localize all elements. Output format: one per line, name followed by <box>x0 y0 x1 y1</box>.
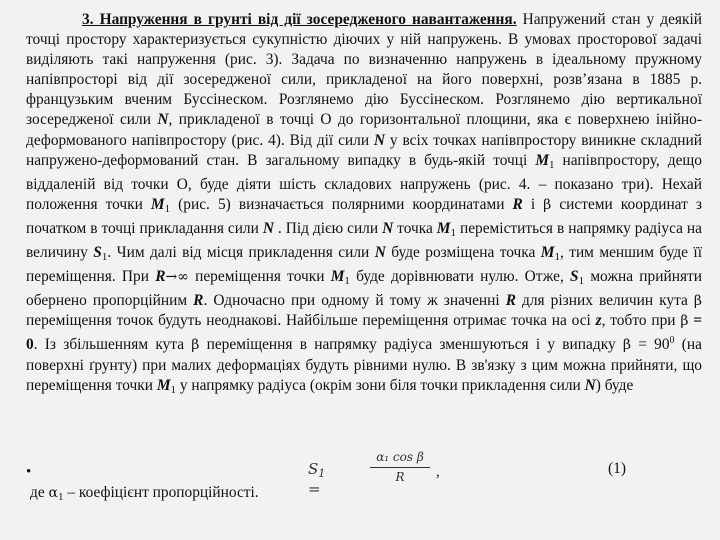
text-run: у всіх точках напівпростору виникне складний напружено-деформований стан. В загальному випадку в будь-якій точці <box>26 131 702 169</box>
subscript: 1 <box>578 275 585 288</box>
text-run: . Одночасно при одному й тому ж значенні <box>203 292 506 310</box>
formula-lhs-symbol: S <box>308 460 319 478</box>
text-run: , тобто при <box>601 312 681 330</box>
text-run: , прикладеної в точці О до горизонтальної площини, яка є поверхнею інійно-деформованого напівпростору (рис. 4). Від дії сили <box>26 111 702 149</box>
symbol-beta: β <box>191 337 200 354</box>
symbol-N: N <box>382 219 394 237</box>
symbol-R: R <box>505 292 516 310</box>
symbol-R: R <box>512 195 523 213</box>
text-run: можна прийняти обернено пропорційним <box>26 268 702 310</box>
value-zero: = 0 <box>26 312 702 354</box>
text-run: для різних величин кута <box>515 292 694 310</box>
arrow-infinity: →∞ <box>165 269 189 286</box>
text-run: переміщення точок будуть неоднакові. Найбільше переміщення отримає точка на осі <box>26 312 596 330</box>
text-run: системи координат з початком в точці прикладання сили <box>26 195 702 237</box>
symbol-R: R <box>193 292 204 310</box>
text-run: (на поверхні ґрунту) при малих деформаціях будуть рівними нулю. В зв'язку з цим можна прийняти, що переміщення точки <box>26 336 702 394</box>
symbol-N: N <box>373 131 386 149</box>
subscript: 1 <box>344 275 350 288</box>
symbol-M: M <box>330 268 345 286</box>
symbol-S: S <box>93 244 102 262</box>
text-run: . Під дією сили <box>273 219 383 237</box>
subscript: 1 <box>57 491 64 503</box>
text-run: точка <box>393 219 437 237</box>
symbol-beta: β <box>543 196 552 213</box>
symbol-z: z <box>595 312 602 330</box>
formula-denominator: R <box>395 470 405 484</box>
symbol-alpha: α <box>48 485 58 501</box>
formula-lhs-subscript: 1 <box>318 467 326 480</box>
symbol-M: M <box>436 219 451 237</box>
symbol-R: R <box>155 268 166 286</box>
subscript: 1 <box>549 158 555 171</box>
symbol-N: N <box>262 219 274 237</box>
subscript: 1 <box>164 202 171 215</box>
bullet-icon: • <box>26 464 32 480</box>
text-run: у напрямку радіуса (окрім зони біля точки прикладення сили <box>176 376 585 394</box>
text-run: і <box>522 195 544 213</box>
text-run: буде дорівнювати нулю. Отже, <box>349 268 571 286</box>
subscript: 1 <box>450 226 456 239</box>
subscript: 1 <box>554 251 560 264</box>
symbol-N: N <box>374 244 386 262</box>
symbol-M: M <box>150 195 165 213</box>
value-ninety: = 90 <box>630 336 670 354</box>
fraction-bar <box>370 467 430 468</box>
section-heading: 3. Напруження в грунті від дії зосередженого навантаження. <box>82 11 517 28</box>
symbol-beta: β <box>622 337 631 354</box>
symbol-M: M <box>156 376 171 394</box>
formula-equals: = <box>308 480 321 498</box>
equation-number: (1) <box>608 460 626 477</box>
symbol-M: M <box>535 151 549 169</box>
text-run: напівпростору, дещо віддаленій від точки О, буде діяти шість складових напружень (рис. 4. – показано три). Нехай положення точки <box>26 151 702 213</box>
text-run: Напружений стан у деякій точці простору характеризується сукупністю діючих у ній напружень. В умовах просторової задачі виділяють такі напруження (рис. 3). Задача по визначенню напружень в ідеальному пружному напівпросторі від дії зосередженої сили, прикладеної на його поверхні, розв’язана в 1885 р. французьким вченим Буссінеском. Розглянемо дію Буссінеском. Розглянемо дію вертикальної зосередженої сили <box>26 11 702 129</box>
text-run: переміститься в напрямку радіуса на величину <box>26 219 702 262</box>
coefficient-note <box>30 484 259 503</box>
text-run: . Із збільшенням кута <box>33 336 192 354</box>
symbol-M: M <box>540 244 555 262</box>
symbol-beta: β <box>680 313 689 330</box>
text-run: буде розміщена точка <box>385 244 541 262</box>
text-run: . Чим далі від місця прикладення сили <box>107 244 375 262</box>
body-paragraph <box>26 10 702 400</box>
text-run: (рис. 5) визначається полярними координатами <box>170 195 513 213</box>
superscript-degree: 0 <box>669 335 675 347</box>
formula-lhs <box>308 460 325 498</box>
text-run: ) буде <box>595 376 634 394</box>
note-text: – коефіцієнт пропорційності. <box>63 484 259 501</box>
symbol-N: N <box>157 111 169 129</box>
symbol-beta: β <box>693 293 702 310</box>
text-run: , тим меншим буде її переміщення. При <box>26 244 702 286</box>
text-run: переміщення точки <box>188 268 331 286</box>
text-run: переміщення в напрямку радіуса зменшуються і у випадку <box>199 336 623 354</box>
subscript: 1 <box>101 251 108 264</box>
symbol-N: N <box>584 376 596 394</box>
symbol-S: S <box>570 268 579 286</box>
formula-fraction <box>370 450 430 485</box>
formula-comma: , <box>436 464 440 480</box>
subscript: 1 <box>170 383 176 396</box>
note-prefix: де <box>30 484 49 501</box>
formula-numerator: α₁ cos β <box>376 450 424 464</box>
